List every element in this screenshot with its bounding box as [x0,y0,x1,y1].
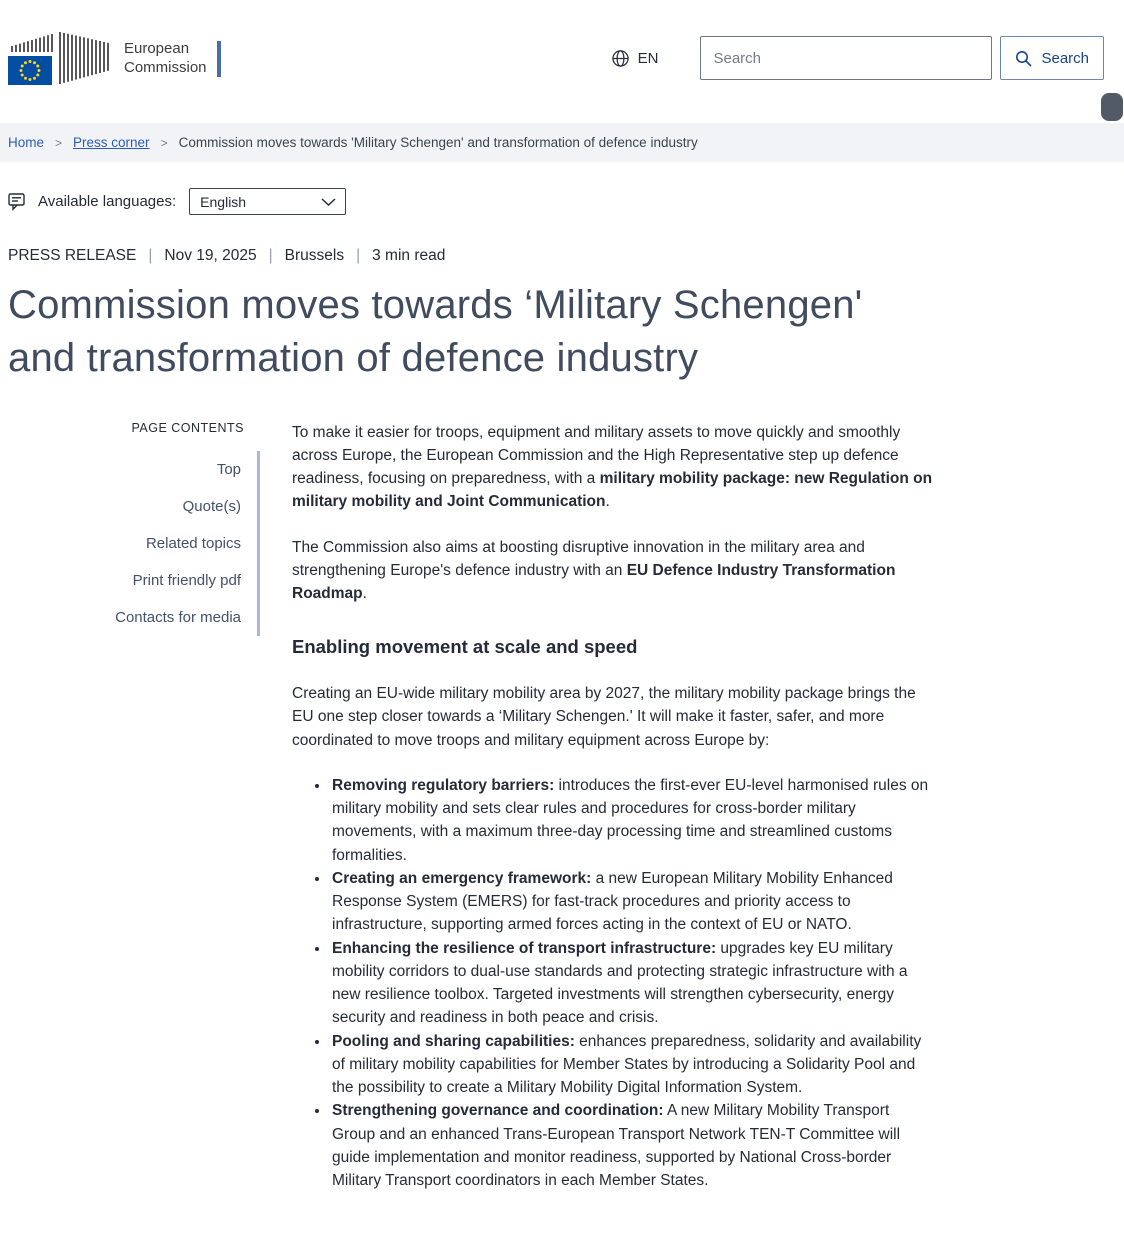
breadcrumb-press-corner[interactable]: Press corner [73,135,150,150]
read-time: 3 min read [372,247,446,264]
press-location: Brussels [284,247,345,264]
site-language-toggle[interactable] [611,49,659,68]
breadcrumb-current-page: Commission moves towards 'Military Schengen' and transformation of defence industry [178,135,698,150]
sidebar-item-top[interactable]: Top [216,460,241,478]
sidebar-item-related-topics[interactable]: Related topics [145,534,241,552]
language-select-value: English [200,193,247,210]
available-languages-bar [8,188,1104,215]
meta-separator: | [356,247,361,264]
globe-icon [611,49,630,68]
language-select[interactable] [189,188,346,215]
list-item: • Strengthening governance and coordination: A new Military Mobility Transport Group and an enhanced Trans-European Transport Network TEN-T Committee will guide implementation and monitor readiness, supported by National Cross-border Military Transport coordinators in each Member States. [330,1099,934,1192]
list-item: • Pooling and sharing capabilities: enhances preparedness, solidarity and availability of military mobility capabilities for Member States by introducing a Solidarity Pool and the possibility to create a Military Mobility Digital Information System. [330,1030,934,1100]
list-item: • Enhancing the resilience of transport infrastructure: upgrades key EU military mobility corridors to dual-use standards and protecting strategic infrastructure with a new resilience toolbox. Targeted investments will strengthen cybersecurity, energy security and readiness in both peace and crisis. [330,937,934,1030]
available-languages-label: Available languages: [38,193,177,210]
press-date: Nov 19, 2025 [164,247,257,264]
breadcrumb-home[interactable]: Home [8,135,45,150]
search-form [700,36,1104,80]
meta-separator: | [148,247,153,264]
paragraph: To make it easier for troops, equipment and military assets to move quickly and smoothly across Europe, the European Commission and the High Representative step up defence readiness, focusing on preparedness, with a military mobility package: new Regulation on military mobility and Joint Communication. [292,423,933,511]
page-title: Commission moves towards ‘Military Schengen' and transformation of defence industry [8,283,863,380]
content-layout [8,421,1104,1215]
ec-logo[interactable] [8,30,221,87]
search-input[interactable] [700,36,992,80]
sidebar-item-contacts-for-media[interactable]: Contacts for media [115,608,241,626]
paragraph: The Commission also aims at boosting disruptive innovation in the military area and strengthening Europe's defence industry with an EU Defence Industry Transformation Roadmap. [292,538,896,603]
search-button[interactable] [1000,36,1104,80]
ec-logo-graphic [8,30,110,87]
search-icon [1015,50,1032,67]
logo-line-2: Commission [124,58,207,76]
breadcrumb [0,123,1124,162]
logo-separator-bar [217,41,221,77]
paragraph: Creating an EU-wide military mobility area by 2027, the military mobility package brings the EU one step closer towards a ‘Military Schengen.' It will make it faster, safer, and more coordinated to move troops and military equipment across Europe by: [292,685,916,749]
search-button-label: Search [1041,49,1089,67]
page-contents-sidebar [8,421,260,1215]
list-item: • Removing regulatory barriers: introduces the first-ever EU-level harmonised rules on military mobility and sets clear rules and procedures for cross-border military movements, with a maximum three-day processing time and streamlined customs formalities. [330,774,934,867]
section-heading: Enabling movement at scale and speed [292,636,638,658]
sidebar-item-quotes[interactable]: Quote(s) [182,497,241,515]
header-actions [611,36,1104,80]
scrollbar-thumb[interactable] [1101,93,1123,121]
main-content [0,188,1124,1254]
eu-flag [8,56,52,85]
page-contents-heading: PAGE CONTENTS [131,420,244,435]
chevron-right-icon: > [160,135,168,150]
meta-separator: | [268,247,273,264]
press-type: PRESS RELEASE [8,247,137,264]
article-body [292,421,934,1215]
sidebar-item-print-friendly-pdf[interactable]: Print friendly pdf [132,571,241,589]
speech-bubble-icon [8,193,28,211]
bullet-list [314,774,934,1193]
article-meta [8,247,1104,265]
chevron-down-icon [321,198,336,206]
chevron-right-icon: > [55,135,63,150]
site-header [0,0,1124,101]
list-item: • Creating an emergency framework: a new European Military Mobility Enhanced Response System (EMERS) for fast-track procedures and priority access to infrastructure, supporting armed forces acting in the context of EU or NATO. [330,867,934,937]
ec-logo-text [124,40,207,78]
page-contents-nav [8,451,260,636]
language-code: EN [637,49,659,67]
logo-line-1: European [124,39,190,57]
